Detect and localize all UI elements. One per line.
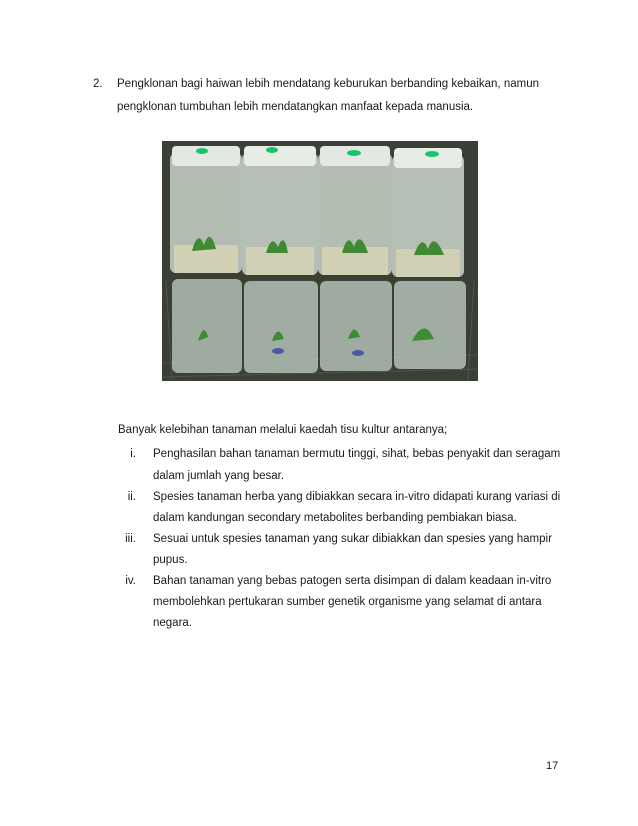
- item-line: Bahan tanaman yang bebas patogen serta disimpan di dalam keadaan in-vitro: [153, 575, 552, 587]
- list-title: Banyak kelebihan tanaman melalui kaedah tisu kultur antaranya;: [118, 424, 448, 436]
- item-line: dalam kandungan secondary metabolites berbanding pembiakan biasa.: [153, 512, 517, 524]
- page-number: 17: [546, 760, 559, 772]
- item-line: Spesies tanaman herba yang dibiakkan secara in-vitro didapati kurang variasi di: [153, 491, 561, 503]
- item-label: ii.: [127, 491, 136, 503]
- item-label: i.: [130, 448, 136, 460]
- intro-line-1: Pengklonan bagi haiwan lebih mendatang keburukan berbanding kebaikan, namun: [117, 78, 539, 90]
- intro-line-2: pengklonan tumbuhan lebih mendatangkan manfaat kepada manusia.: [117, 101, 474, 113]
- plant-culture-jars-photo: [162, 141, 478, 381]
- item-line: negara.: [153, 617, 193, 629]
- intro-number: 2.: [93, 78, 103, 90]
- jar-row-top: [170, 146, 464, 277]
- item-line: membolehkan pertukaran sumber genetik organisme yang selamat di antara: [153, 596, 542, 608]
- item-line: Sesuai untuk spesies tanaman yang sukar dibiakkan dan spesies yang hampir: [153, 533, 552, 545]
- item-line: Penghasilan bahan tanaman bermutu tinggi, sihat, bebas penyakit dan seragam: [153, 448, 561, 460]
- item-label: iii.: [125, 533, 136, 545]
- item-line: dalam jumlah yang besar.: [153, 470, 285, 482]
- item-line: pupus.: [153, 554, 188, 566]
- item-label: iv.: [125, 575, 136, 587]
